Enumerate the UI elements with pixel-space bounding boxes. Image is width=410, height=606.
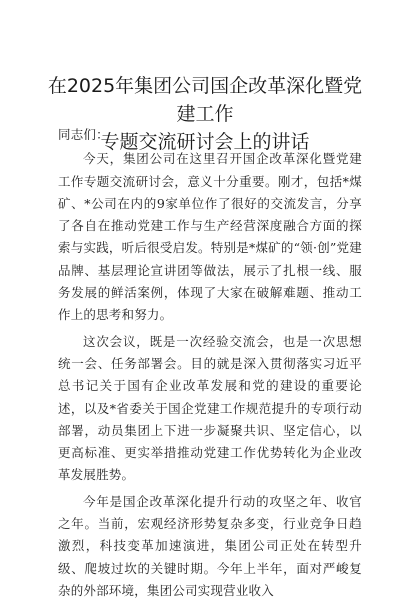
paragraph: 这次会议，既是一次经验交流会，也是一次思想统一会、任务部署会。目的就是深入贯彻落实习近平总书记关于国有企业改革发展和党的建设的重要论述，以及*省委关于国企党建工作规范提升的专项行动部署，动员集团上下进一步凝聚共识、坚定信心，以更高标准、更实举措推动党建工作优势转化为企业改革发展胜势。 xyxy=(58,333,362,483)
title-line-2: 专题交流研讨会上的讲话 xyxy=(100,131,310,153)
title-line-1: 在2025年集团公司国企改革深化暨党建工作 xyxy=(47,75,363,125)
document-body xyxy=(58,124,362,606)
paragraph: 今天，集团公司在这里召开国企改革深化暨党建工作专题交流研讨会，意义十分重要。刚才，包括*煤矿、*公司在内的9家单位作了很好的交流发言，分享了各自在推动党建工作与生产经营深度融合方面的探索与实践，听后很受启发。特别是*煤矿的“领·创”党建品牌、基层理论宣讲团等做法，展示了扎根一线、服务发展的鲜活案例，体现了大家在破解难题、推动工作上的思考和努力。 xyxy=(58,151,362,323)
paragraph: 今年是国企改革深化提升行动的攻坚之年、收官之年。当前，宏观经济形势复杂多变，行业竞争日趋激烈，科技变革加速演进，集团公司正处在转型升级、爬坡过坎的关键时期。今年上半年，面对严峻复杂的外部环境，集团公司实现营业收入 xyxy=(58,493,362,598)
salutation: 同志们： xyxy=(58,127,109,142)
